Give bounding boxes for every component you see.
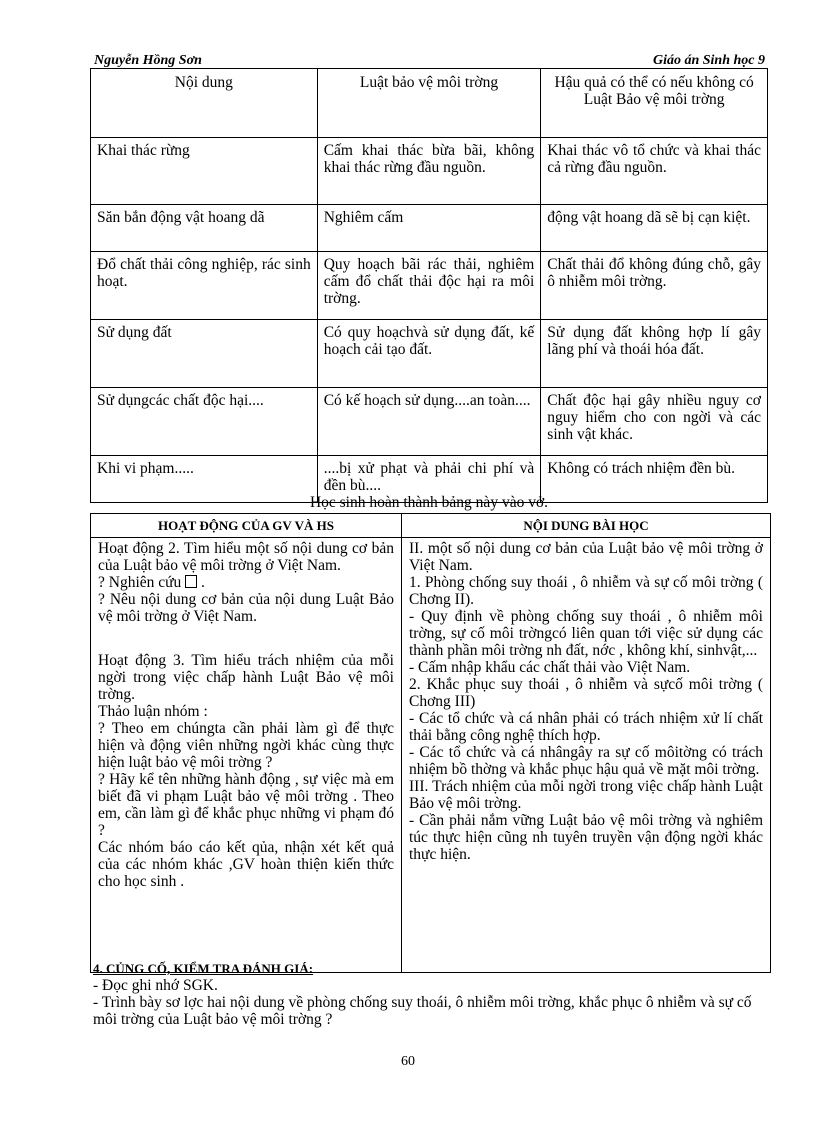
row-content: Săn bắn động vật hoang dã xyxy=(91,205,318,252)
activity-2-title: Hoạt động 2. Tìm hiểu một số nội dung cơ bản của Luật bảo vệ môi trờng ở Việt Nam. xyxy=(98,540,394,574)
row-consequence: Khai thác vô tổ chức và khai thác cả rừng đầu nguồn. xyxy=(541,138,768,205)
row-consequence: Không có trách nhiệm đền bù. xyxy=(541,456,768,503)
header-author: Nguyễn Hồng Sơn xyxy=(94,53,202,68)
activity-2-question-1: ? Nghiên cứu . xyxy=(98,574,205,591)
activities-cell xyxy=(91,538,402,973)
row-consequence: Chất độc hại gây nhiều nguy cơ nguy hiểm cho con ngời và các sinh vật khác. xyxy=(541,388,768,456)
row-law: Quy hoạch bãi rác thải, nghiêm cấm đổ chất thải độc hại ra môi trờng. xyxy=(317,252,541,320)
law-table xyxy=(90,68,768,503)
page-header xyxy=(94,53,765,69)
row-content: Đổ chất thải công nghiệp, rác sinh hoạt. xyxy=(91,252,318,320)
activity-3-question-1: ? Theo em chúngta cần phải làm gì để thực hiện và động viên những ngời khác cùng thực hiện luật bảo vệ môi trờng ? xyxy=(98,720,394,771)
row-consequence: động vật hoang dã sẽ bị cạn kiệt. xyxy=(541,205,768,252)
activity-2-question-2: ? Nêu nội dung cơ bản của nội dung Luật Bảo vệ môi trờng ở Việt Nam. xyxy=(98,591,394,625)
table-row xyxy=(91,320,768,388)
header-law: Luật bảo vệ môi trờng xyxy=(317,69,541,138)
row-content: Khi vi phạm..... xyxy=(91,456,318,503)
row-consequence: Chất thải đổ không đúng chỗ, gây ô nhiễm môi trờng. xyxy=(541,252,768,320)
header-consequence: Hậu quả có thể có nếu không có Luật Bảo vệ môi trờng xyxy=(541,69,768,138)
review-section xyxy=(93,960,769,1028)
activity-table-body-row xyxy=(91,538,771,973)
lesson-content-cell xyxy=(402,538,771,973)
lesson-line: III. Trách nhiệm của mỗi ngời trong việc chấp hành Luật Bảo vệ môi trờng. xyxy=(409,778,763,812)
activity-3-report: Các nhóm báo cáo kết qủa, nhận xét kết quả của các nhóm khác ,GV hoàn thiện kiến thức cho học sinh . xyxy=(98,839,394,890)
activity-3-discussion: Thảo luận nhóm : xyxy=(98,703,208,720)
activity-2-question-1-text: ? Nghiên cứu xyxy=(98,574,182,591)
lesson-line: - Các tổ chức và cá nhângây ra sự cố môitờng có trách nhiệm bồ thờng và khắc phục hậu quả về mặt môi trờng. xyxy=(409,744,763,778)
review-line: - Trình bày sơ lợc hai nội dung về phòng chống suy thoái, ô nhiễm môi trờng, khắc phục ô nhiễm và sự cố môi trờng của Luật bảo vệ môi trờng ? xyxy=(93,994,752,1028)
review-line: - Đọc ghi nhớ SGK. xyxy=(93,977,218,994)
row-content: Khai thác rừng xyxy=(91,138,318,205)
law-table-header-row xyxy=(91,69,768,138)
activity-3-title: Hoạt động 3. Tìm hiểu trách nhiệm của mỗi ngời trong việc chấp hành Luật Bảo vệ môi trờng. xyxy=(98,652,394,703)
lesson-line: 2. Khắc phục suy thoái , ô nhiễm và sựcố môi trờng ( Chơng III) xyxy=(409,676,763,710)
activity-table-header-row xyxy=(91,514,771,538)
row-law: Nghiêm cấm xyxy=(317,205,541,252)
lesson-line: - Cần phải nắm vững Luật bảo vệ môi trờng và nghiêm túc thực hiện cũng nh tuyên truyền vận động ngời khác thực hiện. xyxy=(409,812,763,863)
review-title: 4. CỦNG CỐ, KIỂM TRA ĐÁNH GIÁ: xyxy=(93,961,314,976)
square-icon xyxy=(185,575,197,588)
lesson-line: - Quy định về phòng chống suy thoái , ô nhiễm môi trờng, sự cố môi trờngcó liên quan tới việc sử dụng các thành phần môi trờng nh đất, nớc , không khí, sinhvật,... xyxy=(409,608,763,659)
table-caption: Học sinh hoàn thành bảng này vào vở. xyxy=(309,494,549,511)
header-subject: Giáo án Sinh học 9 xyxy=(652,53,765,68)
table-row xyxy=(91,205,768,252)
row-law: Có kế hoạch sử dụng....an toàn.... xyxy=(317,388,541,456)
row-law: Có quy hoạchvà sử dụng đất, kế hoạch cải tạo đất. xyxy=(317,320,541,388)
lesson-line: II. một số nội dung cơ bản của Luật bảo vệ môi trờng ở Việt Nam. xyxy=(409,540,763,574)
lesson-line: - Các tổ chức và cá nhân phải có trách nhiệm xử lí chất thải bằng công nghệ thích hợp. xyxy=(409,710,763,744)
row-law: ....bị xử phạt và phải chi phí và đền bù.... xyxy=(317,456,541,503)
table-row xyxy=(91,252,768,320)
row-content: Sử dụng đất xyxy=(91,320,318,388)
page-number: 60 xyxy=(401,1054,415,1069)
header-content: Nội dung xyxy=(91,69,318,138)
header-lesson-content: NỘI DUNG BÀI HỌC xyxy=(402,514,771,538)
table-row xyxy=(91,388,768,456)
activity-3-question-2: ? Hãy kể tên những hành động , sự việc mà em biết đã vi phạm Luật bảo vệ môi trờng . Theo em, cần làm gì để khắc phục những vi phạm đó ? xyxy=(98,771,394,839)
row-consequence: Sử dụng đất không hợp lí gây lãng phí và thoái hóa đất. xyxy=(541,320,768,388)
row-content: Sử dụngcác chất độc hại.... xyxy=(91,388,318,456)
lesson-line: - Cấm nhập khẩu các chất thải vào Việt Nam. xyxy=(409,659,691,676)
header-activities: HOẠT ĐỘNG CỦA GV VÀ HS xyxy=(91,514,402,538)
lesson-line: 1. Phòng chống suy thoái , ô nhiễm và sự cố môi trờng ( Chơng II). xyxy=(409,574,763,608)
activity-table xyxy=(90,513,771,973)
table-row xyxy=(91,138,768,205)
row-law: Cấm khai thác bừa bãi, không khai thác rừng đầu nguồn. xyxy=(317,138,541,205)
